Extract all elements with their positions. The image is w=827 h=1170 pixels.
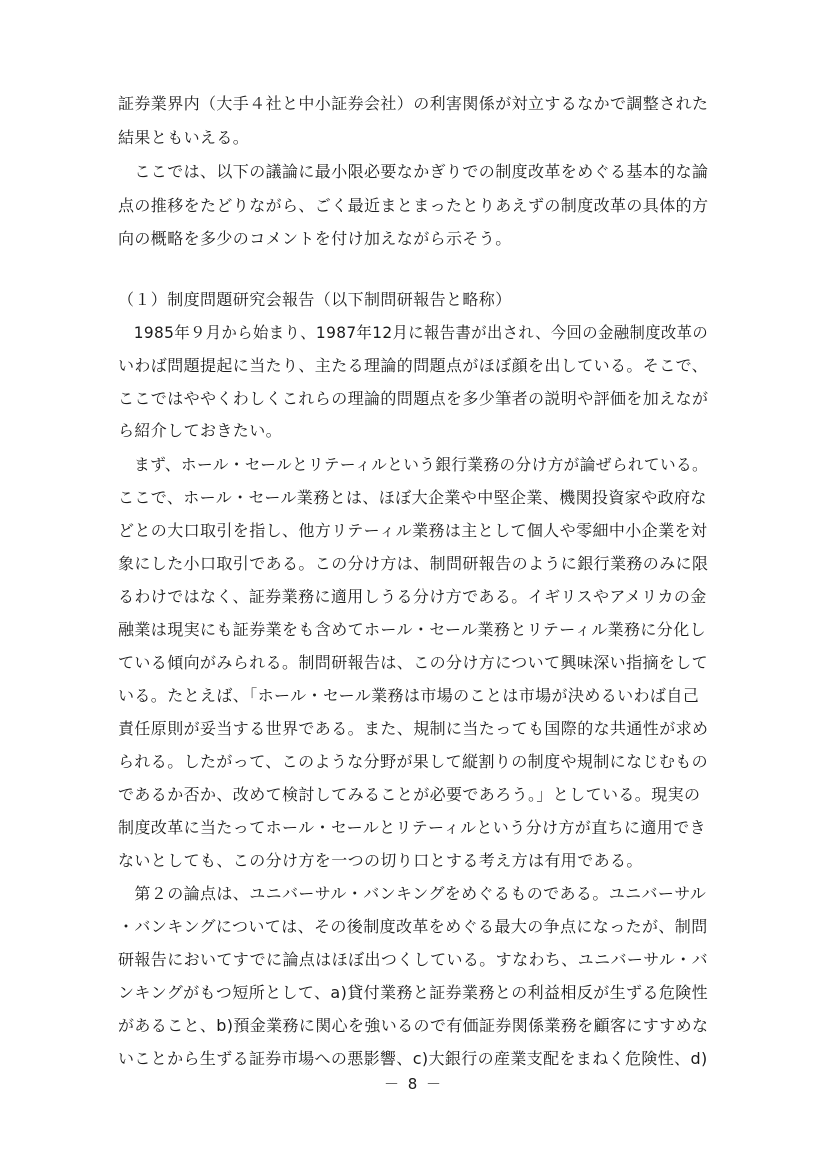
text-line: られる。したがって、このような分野が果して縦割りの制度や規制になじむもの <box>118 752 709 771</box>
text-line: ている傾向がみられる。制問研報告は、この分け方について興味深い指摘をして <box>118 653 709 672</box>
text-line: 融業は現実にも証券業をも含めてホール・セール業務とリテーィル業務に分化し <box>118 620 707 639</box>
text-line: 結果ともいえる。 <box>118 128 250 147</box>
text-line: があること、b)預金業務に関心を強いるので有価証券関係業務を顧客にすすめな <box>118 1016 709 1035</box>
text-line: 点の推移をたどりながら、ごく最近まとまったとりあえずの制度改革の具体的方 <box>118 196 709 215</box>
text-line: どとの大口取引を指し、他方リテーィル業務は主として個人や零細中小企業を対 <box>118 521 708 540</box>
text-line: いる。たとえば、「ホール・セール業務は市場のことは市場が決めるいわば自己 <box>118 686 700 705</box>
text-line: ここではややくわしくこれらの理論的問題点を多少筆者の説明や評価を加えなが <box>118 389 709 408</box>
text-line: 証券業界内（大手４社と中小証券会社）の利害関係が対立するなかで調整された <box>118 94 709 113</box>
text-line: 第２の論点は、ユニバーサル・バンキングをめぐるものである。ユニバーサル <box>118 884 707 903</box>
text-line: ら紹介しておきたい。 <box>118 421 283 440</box>
text-line: ここで、ホール・セール業務とは、ほぼ大企業や中堅企業、機関投資家や政府な <box>118 488 707 507</box>
text-line: であるか否か、改めて検討してみることが必要であろう。」としている。現実の <box>118 785 701 804</box>
section-heading: （１）制度問題研究会報告（以下制問研報告と略称） <box>118 290 512 309</box>
text-line: ここでは、以下の議論に最小限必要なかぎりでの制度改革をめぐる基本的な論 <box>118 162 709 181</box>
text-line: いことから生ずる証券市場への悪影響、c)大銀行の産業支配をまねく危険性、d) <box>118 1049 708 1068</box>
text-line: ンキングがもつ短所として、a)貸付業務と証券業務との利益相反が生ずる危険性 <box>118 983 709 1002</box>
text-line: 研報告においてすでに論点はほぼ出つくしている。すなわち、ユニバーサル・バ <box>118 950 709 969</box>
text-line: 制度改革に当たってホール・セールとリテーィルという分け方が直ちに適用でき <box>118 818 707 837</box>
text-line: 1985年９月から始まり、1987年12月に報告書が出され、今回の金融制度改革の <box>118 323 709 342</box>
text-line: 象にした小口取引である。この分け方は、制問研報告のように銀行業務のみに限 <box>118 554 709 573</box>
text-line: まず、ホール・セールとリテーィルという銀行業務の分け方が論ぜられている。 <box>118 455 709 474</box>
text-line: いわば問題提起に当たり、主たる理論的問題点がほぼ顔を出している。そこで、 <box>118 356 709 375</box>
text-line: るわけではなく、証券業務に適用しうる分け方である。イギリスやアメリカの金 <box>118 587 707 606</box>
text-line: ・バンキングについては、その後制度改革をめぐる最大の争点になったが、制問 <box>118 917 708 936</box>
text-line: 向の概略を多少のコメントを付け加えながら示そう。 <box>118 229 512 248</box>
text-line: ないとしても、この分け方を一つの切り口とする考え方は有用である。 <box>118 851 643 870</box>
page-number: － 8 － <box>383 1075 444 1093</box>
text-line: 責任原則が妥当する世界である。また、規制に当たっても国際的な共通性が求め <box>118 719 709 738</box>
